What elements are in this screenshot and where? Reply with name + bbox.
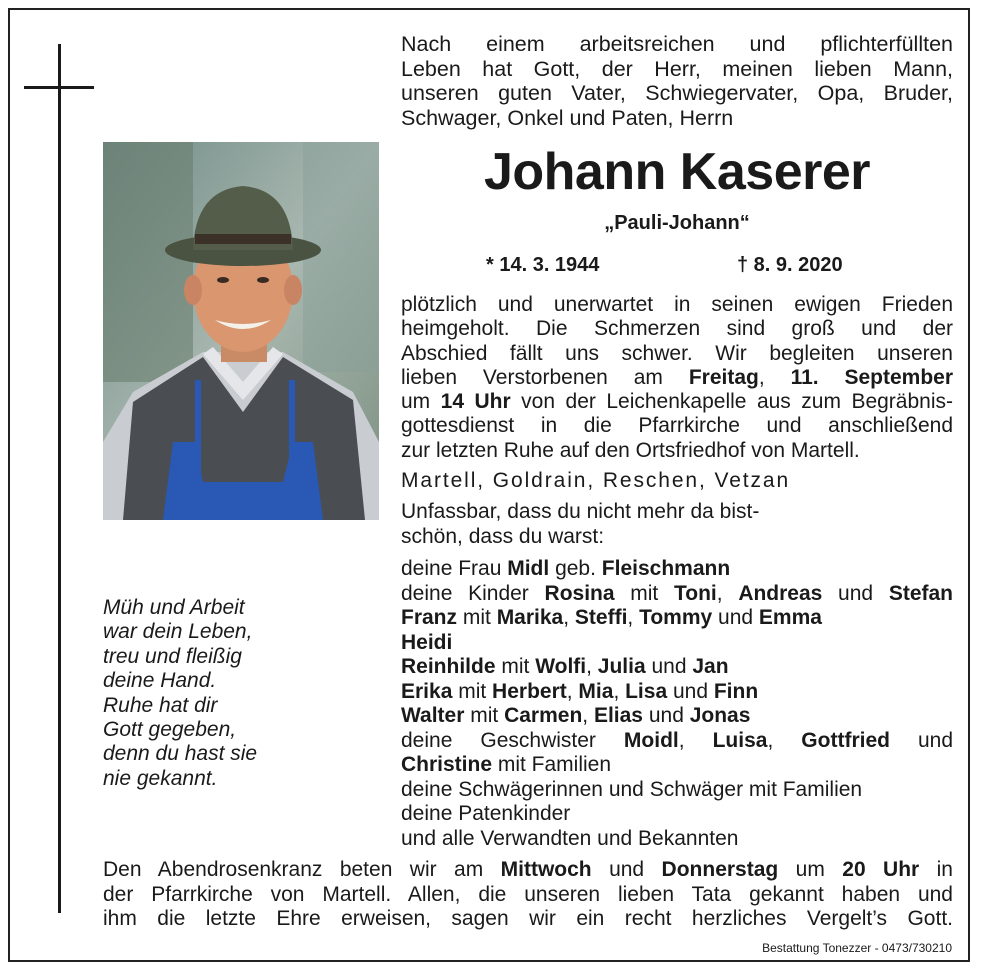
poem-line: treu und fleißig	[103, 644, 242, 668]
nickname: „Pauli-Johann“	[604, 212, 750, 234]
closing-text	[103, 858, 953, 932]
death-date: † 8. 9. 2020	[737, 254, 843, 276]
poem-line: Ruhe hat dir	[103, 693, 218, 717]
poem-line: denn du hast sie	[103, 742, 258, 766]
closing-line: ihm die letzte Ehre erweisen, sagen wir ein recht herzliches Vergelt’s Gott.	[103, 907, 953, 930]
poem-line: Gott gegeben,	[103, 718, 237, 742]
portrait-photo	[103, 142, 379, 520]
family-line: Franz mit Marika, Steffi, Tommy und Emma	[401, 606, 822, 629]
family-line: Walter mit Carmen, Elias und Jonas	[401, 704, 751, 727]
paragraph-line: lieben Verstorbenen am Freitag, 11. September	[401, 365, 954, 389]
family-line: deine Patenkinder	[401, 802, 571, 825]
family-line: Christine mit Familien	[401, 753, 612, 776]
poem-right	[401, 500, 759, 549]
places-line: Martell, Goldrain, Reschen, Vetzan	[401, 469, 791, 492]
funeral-time: 14 Uhr	[440, 390, 511, 414]
cross-icon-vertical	[58, 44, 61, 913]
funeral-paragraph	[401, 293, 953, 463]
intro-line: Schwager, Onkel und Paten, Herrn	[401, 105, 734, 130]
family-line: deine Kinder Rosina mit Toni, Andreas und Stefan	[401, 581, 954, 605]
funeral-date: 11. September	[790, 365, 954, 389]
poem-line: Müh und Arbeit	[103, 596, 245, 619]
family-line: deine Frau Midl geb. Fleischmann	[401, 557, 731, 580]
family-line: deine Schwägerinnen und Schwäger mit Familien	[401, 777, 863, 801]
family-line: Erika mit Herbert, Mia, Lisa und Finn	[401, 679, 759, 703]
poem-line: deine Hand.	[103, 669, 217, 693]
poem-left	[103, 596, 257, 791]
paragraph-line: zur letzten Ruhe auf den Ortsfriedhof von Martell.	[401, 438, 860, 462]
birth-date: * 14. 3. 1944	[486, 254, 600, 276]
poem-line: nie gekannt.	[103, 766, 218, 790]
paragraph-line: um 14 Uhr von der Leichenkapelle aus zum Begräbnis-	[401, 390, 954, 414]
paragraph-line: Abschied fällt uns schwer. Wir begleiten unseren	[401, 341, 953, 365]
family-list	[401, 557, 953, 851]
closing-line: der Pfarrkirche von Martell. Allen, die unseren lieben Tata gekannt haben und	[103, 882, 953, 906]
paragraph-line: gottesdienst in die Pfarrkirche und anschließend	[401, 414, 953, 438]
deceased-name: Johann Kaserer	[483, 143, 871, 201]
paragraph-line: heimgeholt. Die Schmerzen sind groß und der	[401, 317, 953, 341]
family-line: deine Geschwister Moidl, Luisa, Gottfried und	[401, 728, 953, 752]
poem-line: schön, dass du warst:	[401, 524, 605, 548]
family-line: Reinhilde mit Wolfi, Julia und Jan	[401, 655, 729, 678]
intro-line: Nach einem arbeitsreichen und pflichterfüllten	[401, 32, 953, 56]
paragraph-line: plötzlich und unerwartet in seinen ewigen Frieden	[401, 293, 953, 316]
intro-line: unseren guten Vater, Schwiegervater, Opa, Bruder,	[401, 81, 953, 105]
poem-line: war dein Leben,	[103, 620, 253, 644]
poem-line: Unfassbar, dass du nicht mehr da bist-	[401, 500, 760, 523]
intro-line: Leben hat Gott, der Herr, meinen lieben Mann,	[401, 56, 953, 81]
funeral-home-footer: Bestattung Tonezzer - 0473/730210	[762, 941, 952, 955]
cross-icon-horizontal	[24, 86, 94, 89]
intro-text	[401, 32, 953, 130]
family-line: Heidi	[401, 630, 453, 654]
family-line: und alle Verwandten und Bekannten	[401, 826, 739, 850]
closing-line: Den Abendrosenkranz beten wir am Mittwoch und Donnerstag um 20 Uhr in	[103, 858, 953, 881]
funeral-day: Freitag	[688, 365, 759, 389]
